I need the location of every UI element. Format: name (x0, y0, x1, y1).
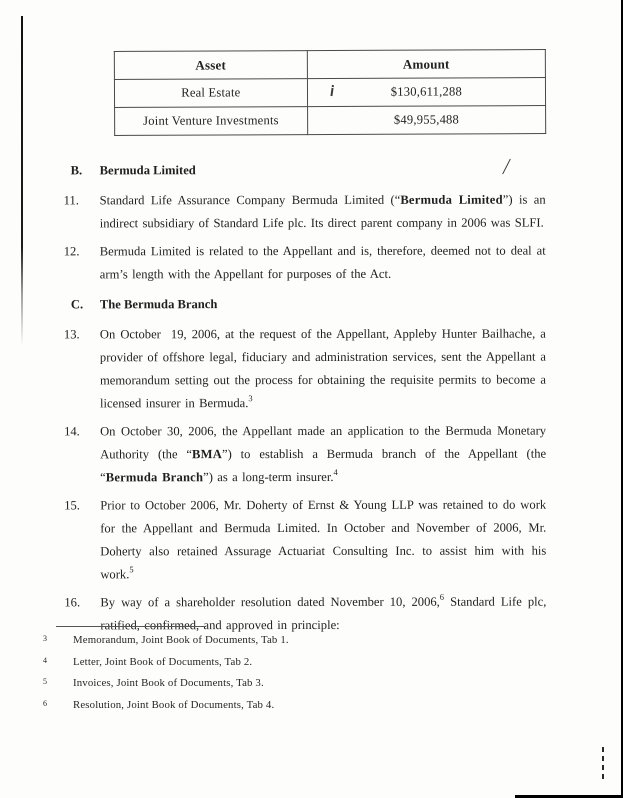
footnote-ref: 3 (248, 393, 253, 404)
paragraph (64, 420, 546, 490)
asset-cell: Joint Venture Investments (115, 107, 308, 136)
footnote-text: Memorandum, Joint Book of Documents, Tab 1. (73, 634, 289, 646)
paragraph-text: On October 30, 2006, the Appellant made an application to the Bermuda Monetary Authority (the “BMA”) to establish a Bermuda branch of the Appellant (the “Bermuda Branch”) as a long-term insurer.$^4$ (100, 423, 547, 485)
paragraph-number: 13. (63, 327, 80, 342)
asset-table-body (114, 78, 545, 136)
paragraph-number: 14. (64, 424, 80, 439)
bold-defined-term: Bermuda Branch (105, 470, 204, 485)
left-scan-line-artifact (21, 16, 23, 346)
footnote-marker: 5 (43, 677, 47, 686)
heading-letter: C. (70, 297, 84, 312)
section-heading (64, 159, 546, 183)
table-row (114, 78, 545, 108)
bold-defined-term: Bermuda Limited (400, 192, 503, 207)
footnote-text: Letter, Joint Book of Documents, Tab 2. (73, 655, 253, 668)
heading-title: The Bermuda Branch (99, 297, 218, 312)
paragraph (64, 494, 546, 587)
footnote-text: Invoices, Joint Book of Documents, Tab 3. (73, 677, 264, 689)
paragraph-text: By way of a shareholder resolution dated November 10, 2006,$^6$ Standard Life plc, ratified, confirmed, and approved in principle: (100, 591, 547, 633)
footnote-ref: 6 (439, 591, 445, 602)
footnotes-section (40, 626, 470, 720)
dashed-line-artifact (602, 747, 604, 783)
heading-title: Bermuda Limited (99, 163, 196, 178)
paragraph (64, 323, 546, 416)
footnote (40, 634, 470, 646)
bold-defined-term: BMA (192, 447, 223, 462)
footnote (40, 699, 470, 711)
paragraph-number: 11. (63, 193, 79, 208)
footnote-marker: 6 (43, 698, 47, 708)
footnote-ref: 4 (333, 466, 338, 477)
asset-cell: Real Estate (114, 79, 307, 108)
footnote-text: Resolution, Joint Book of Documents, Tab 4. (73, 698, 275, 711)
asset-table (114, 49, 546, 136)
footnote-separator (56, 626, 206, 627)
section-heading (64, 293, 546, 317)
footnote-list (40, 634, 470, 711)
heading-letter: B. (70, 163, 83, 178)
paragraph-text: Standard Life Assurance Company Bermuda Limited (“Bermuda Limited”) is an indirect subsidiary of Standard Life plc. Its direct parent company in 2006 was SLFI. (99, 192, 546, 231)
paragraph-number: 16. (64, 595, 81, 610)
amount-cell: $130,611,288 (307, 78, 545, 107)
column-header: Amount (307, 50, 545, 79)
amount-cell: $49,955,488 (307, 106, 545, 135)
column-header: Asset (114, 51, 307, 80)
footnote-marker: 3 (43, 634, 47, 643)
footnote-ref: 5 (129, 564, 134, 575)
asset-table-header-row (114, 50, 545, 80)
table-row (115, 106, 546, 136)
paragraph-text: Prior to October 2006, Mr. Doherty of Ernst & Young LLP was retained to do work for the Appellant and Bermuda Limited. In October and November of 2006, Mr. Doherty also retained Assurage Actuariat Consulting Inc. to assist him with his work.$^5$ (100, 497, 547, 582)
paragraph-text: On October 19, 2006, at the request of the Appellant, Appleby Hunter Bailhache, a provider of offshore legal, fiduciary and administration services, sent the Appellant a memorandum setting out the process for obtaining the requisite permits to become a licensed insurer in Bermuda.$^3$ (99, 326, 546, 411)
paragraph (64, 189, 546, 236)
footnote (40, 656, 470, 668)
document-body (64, 152, 547, 643)
paragraph-number: 12. (63, 244, 80, 259)
footnote (40, 677, 470, 689)
footnote-marker: 4 (43, 655, 47, 665)
paragraph-number: 15. (64, 498, 80, 513)
paragraph-text: Bermuda Limited is related to the Appellant and is, therefore, deemed not to deal at arm’s length with the Appellant for purposes of the Act. (99, 243, 546, 282)
paragraph (64, 240, 546, 287)
